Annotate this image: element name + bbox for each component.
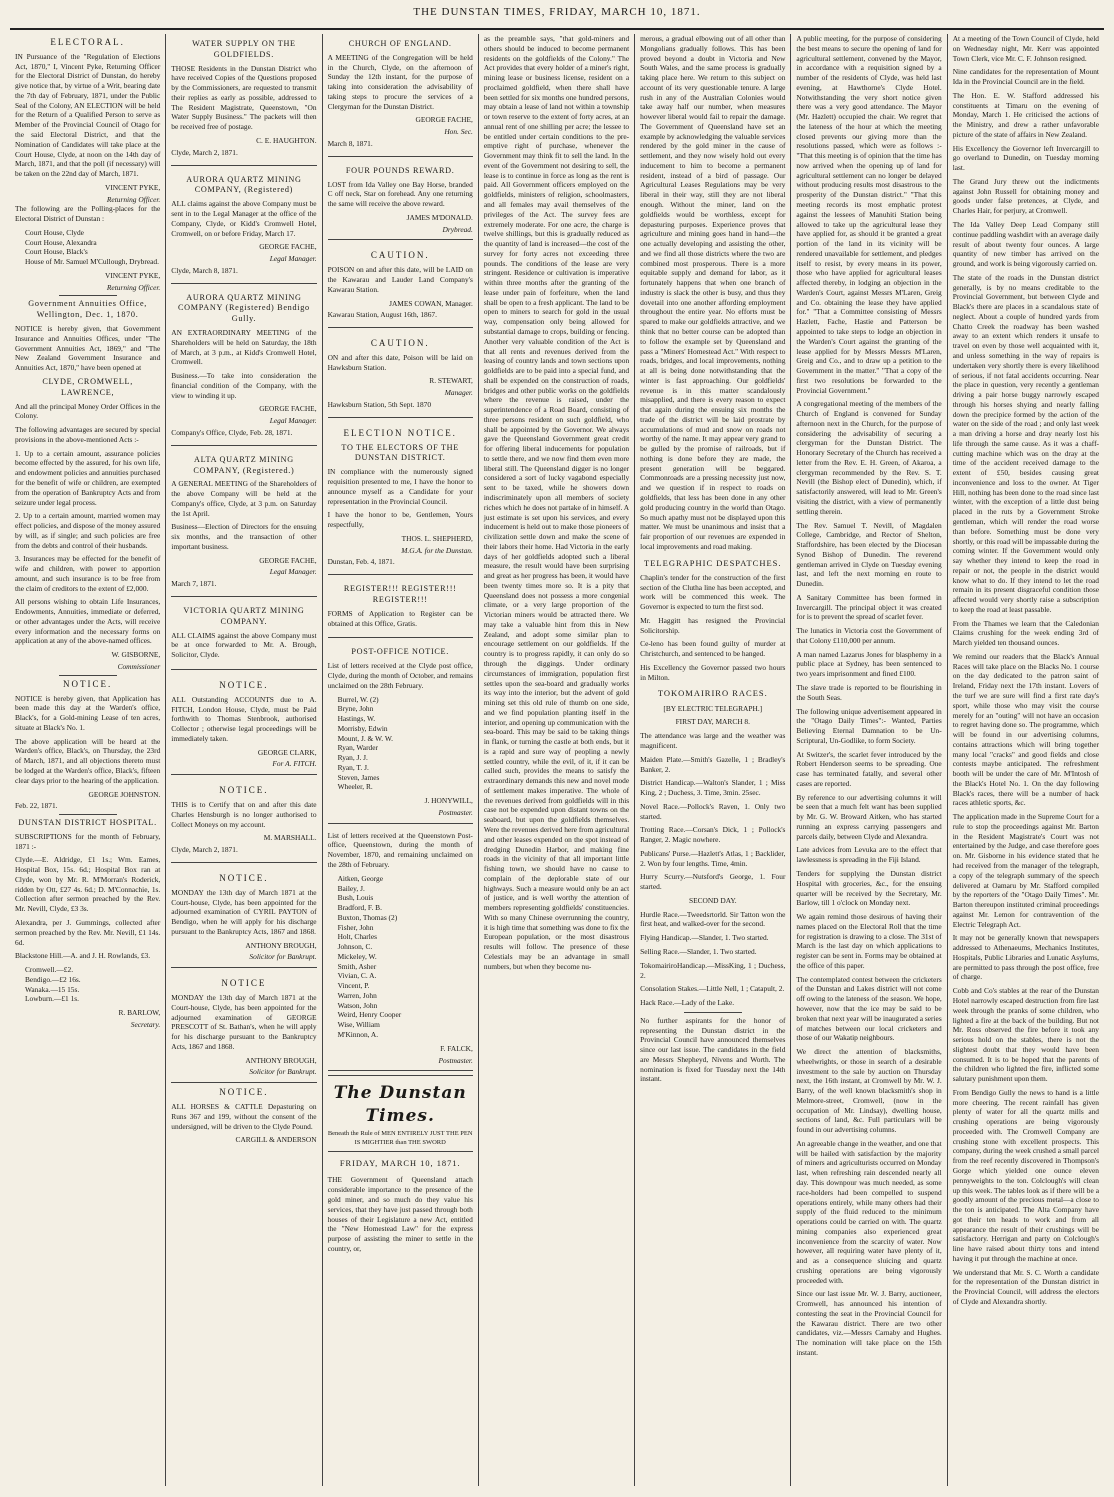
letter-name: Ryan, J. J. — [337, 753, 368, 763]
letter-name: Bailey, J. — [337, 883, 365, 893]
gisborne-title: Commissioner — [117, 662, 161, 671]
local-news-item: The state of the roads in the Dunstan district generally, is by no means creditable to the Provincial Government, but between Clyde and Black's there are places in a scandalous state of neglect. About a couple of hundred yards from Chatto Creek the roadway has been washed away to an extent which renders it unsafe to travel on even by those well acquainted with it, and unless something in the way of repairs is undertaken very shortly there is every likelihood of serious, if not fatal accidents occurring. Near the place in question, very recently a gentleman driving a pair horse buggy narrowly escaped through his horses shying and nearly falling down the precipice formed by the action of the water on the side of the road ; and only last week a man driving a horse and dray nearly lost his life through the same cause. As it was a chaff-cutting machine which was on the dray at the time of the accident received damage to the extent of £50, besides causing great inconvenience and loss to the owner. At Tiger Hill, nothing has been done to the road since last winter, with the exception of a little dust being placed in the ruts by a Government Stroke gentleman, which will render the road worse than before. Something must be done very shortly, or this road will be impassable during the coming winter. If the Government would only say whether they intend to keep the road in repair or not, the people in the district would know what to do. If they intend to let the road remain in its present disgraceful condition those affected would very shortly raise a subscription to keep the road at least passable. — [952, 272, 1099, 614]
post-office-letters — [338, 695, 473, 793]
election-date: Dunstan, Feb. 4, 1871. — [327, 557, 395, 567]
cattle-notice-heading: NOTICE. — [219, 1087, 269, 1098]
hospital-intro: SUBSCRIPTIONS for the month of February, 1871 :- — [15, 831, 161, 851]
letter-name: Bryne, John — [337, 704, 374, 714]
letter-name: Bradford, F. B. — [337, 903, 382, 913]
race-result: Selling Race.—Slander, 1. Two started. — [640, 946, 757, 956]
hospital-item: Wanaka.—15 15s. — [25, 984, 80, 994]
election-subheading: TO THE ELECTORS OF THE DUNSTAN DISTRICT. — [341, 442, 459, 463]
race-result: Consolation Stakes.—Little Nell, 1 ; Catapult, 2. — [640, 984, 785, 994]
alta-signature: GEORGE FACHE, — [259, 555, 317, 565]
race-result: District Handicap.—Walton's Slander, 1 ; Miss King, 2 ; Duchess, 3. Time, 3min. 25sec. — [640, 778, 786, 798]
victoria-ad — [171, 601, 316, 670]
marshall-notice-date: Clyde, March 2, 1871. — [171, 845, 238, 855]
column-1 — [10, 34, 166, 1486]
telegraphic-item: Mr. Haggitt has resigned the Provincial Solicitorship. — [640, 615, 786, 635]
race-result: The attendance was large and the weather was magnificent. — [640, 731, 786, 750]
queenstown-post-signature: F. FALCK, — [440, 1043, 473, 1053]
caution-kawarau — [328, 244, 473, 328]
polling-signature-title: Returning Officer. — [106, 282, 161, 292]
aurora-meeting-body: AN EXTRAORDINARY MEETING of the Shareholders will be held on Saturday, the 18th of March, at 3 p.m., at Kidd's Cromwell Hotel, Cromwell. — [171, 328, 317, 367]
column-5 — [635, 34, 791, 1486]
advantages-intro: The following advantages are secured by special provisions in the above-mentioned Acts :- — [15, 425, 161, 444]
letter-name: Johnson, C. — [337, 942, 373, 952]
local-news-item: At a meeting of the Town Council of Clyde, held on Wednesday night, Mr. Kerr was appointed Town Clerk, vice Mr. C. F. Johnson resigned. — [952, 34, 1099, 63]
aurora-title: AURORA QUARTZ MINING COMPANY, (Registered) — [186, 174, 302, 195]
prescott-notice-signature-title: Solicitor for Bankrupt. — [249, 1067, 317, 1077]
top-rule — [10, 28, 1104, 30]
editorial-continued: as the preamble says, "that gold-miners and others should be induced to become permanent residents on the goldfields of the Colony." The Act provides that every holder of a miner's right, mining lease or business license, resident on a proclaimed goldfield, when there shall have been settled for six months one hundred persons, may obtain a lease of land not within a township or town reserve to the extent of forty acres, at an annual rent of one shilling per acre; the lessee to be entitled under certain conditions to the pre-emptive right of purchase, whenever the Government may think fit to sell the land. In the event of the Government not desiring to sell, the lease is to continue in force as long as the rent is paid. All Government officers employed on the goldfields, ministers of religion, schoolmasters, and all females may avail themselves of the privileges of the Act. The survey fees are extremely moderate. For one acre, the charge is twelve shillings, but this is gradually reduced as the quantity of land is increased—the cost of the survey for forty acres not exceeding three pounds. The conditions of the lease are very stringent. Residence or cultivation is imperative within three months after the granting of the lease under pain of forfeiture, when the land shall be open to a fresh applicant. The land to be open to miners to search for gold in the usual way, compensation only being allowed for substantial damage to crops, building or fencing. Another very valuable condition of the Act is that all rents and revenues derived from the leasing of country lands and town sections upon goldfields are to be paid into a special fund, and shall be expended on the construction of roads, bridges and other public works on the goldfields where the revenue is raised, under the superintendence of a Road Board, consisting of three persons resident on such goldfield, who shall be appointed by the Governor. We always gave the Queensland Government great credit for offering liberal inducements for population to settle there, and we now find them even more liberal still. The Queensland digger is no longer considered a sort of lucky vagabond especially sent to be taxed, while he showers down indiscriminately upon all members of society riches which he does not partake of in himself. A just estimate is set upon his services, and every inducement is held out to make those pioneers of civilization settle down and make the scene of their labors their home. Had Victoria in the early days of her goldfields adopted such a liberal measure, the result would have been surprising and great as her progress has been, it would have been twenty times more so. It is a pity that Queensland does not possess a more congenial climate, or a very large proportion of the Victorian miners would be attracted there. We may take a valuable hint from this in New Zealand, and adopt some similar plan to encourage settlement on our goldfields. If the country is to progress rapidly, it can only do so through the diggings. Under ordinary circumstances of immigration, population first settles upon the sea-board and gradually works its way into the interior, but the advent of gold mining set this old rule of thumb on one side, and we find population planting itself in the interior, and opening up communication with the sea-board. This may be said to be taking things in flank, or turning the castle at both ends, but it is a rapid and sure way of peopling a newly settled country, while the evil, of it, if it can be called such, provides the means to satisfy the extraordinary demands this new and novel mode of settlement makes imperative. The whole of the revenues derived from goldfields will in this case not be expended upon distant towns on the seaboard, but upon the goldfields themselves. Were the revenues derived here from agricultural and other leases expended on the spot instead of dredging Dunedin Harbor, and making fine roads in the vicinity of that all important little fishing town, we should have no cause to complain of the deplorable state of our highways. Such a measure would only be an act of justice, and is well worthy the attention of members representing goldfields' constituencies. With so many Chinese overrunning the country, it is high time that something was done to fix the European population, or the most disastrous results will follow. The presence of these Celestials may be an advantage in small numbers, but when they become nu- — [483, 34, 630, 971]
polling-intro: The following are the Polling-places for the Electoral District of Dunstan : — [15, 204, 161, 224]
water-supply-signature: C. E. HAUGHTON. — [256, 136, 317, 146]
church-body: A MEETING of the Congregation will be held in the Church, Clyde, on the afternoon of Sunday the 12th instant, for the purpose of taking into consideration the advisability of taking steps to procure the services of a Clergyman for the Dunstan District. — [327, 52, 473, 111]
letter-name: Aitken, George — [337, 873, 383, 883]
letter-name: Ryan, Warder — [337, 743, 378, 753]
election-signature: THOS. L. SHEPHERD, — [401, 533, 473, 543]
water-supply-title: WATER SUPPLY ON THE GOLDFIELDS. — [192, 39, 296, 59]
local-news-item: A public meeting, for the purpose of considering the best means to secure the opening of land for agricultural settlement, convened by the Mayor, in accordance with a requisition signed by a number of the residents of Clyde, was held last evening, at Hawthorne's Clyde Hotel. Notwithstanding the very short notice given there was a very good attendance. The Mayor (Mr. Hazlett) occupied the chair. We regret that the lateness of the hour at which the meeting closed prevents our giving more than the resolutions passed, which were as follows :- "That this meeting is of opinion that the time has now arrived when the opening up of land for agricultural settlement can no longer be delayed without producing results most disastrous to the prosperity of the Dunstan district." "That this meeting records its most emphatic protest against the lessees of Manuhiti Station being allowed to take up the agricultural lease they have applied for, as should it be granted a great portion of the land in its vicinity will be rendered unavailable for settlement, and pledges itself to resist, by every means in its power, those who have applied for agricultural leases affected thereby, in lodging an objection in the Warden's Court, against Messrs M'Laren, Greig and Co. obtaining the lease they have applied for." "That a Committee consisting of Messrs Hazlett, Fache, Hastie and Patterson be appointed to take steps to lodge an objection in the Warden's Court against the granting of the lease applied for by Messrs Messrs M'Laren, Greig and Co., and to draw up a petition to the Government in the matter." "That a copy of the first two resolutions be forwarded to the Provincial Government." — [796, 34, 942, 395]
marshall-notice — [171, 779, 316, 863]
annuities-heading: Government Annuities Office, Wellington, Dec. 1, 1870. — [28, 299, 148, 320]
water-supply-ad — [171, 34, 316, 166]
race-result: Maiden Plate.—Smith's Gazelle, 1 ; Bradley's Banker, 2. — [640, 754, 786, 774]
johnston-date: Feb. 22, 1871. — [15, 801, 58, 811]
first-day-heading: FIRST DAY, MARCH 8. — [675, 717, 750, 727]
fitch-notice-signature: GEORGE CLARK, — [257, 747, 317, 757]
aurora-meeting-signature: GEORGE FACHE, — [259, 404, 317, 414]
hospital-item: Lowburn.—£1 1s. — [25, 994, 79, 1004]
telegraphic-item: His Excellency the Governor passed two hours in Milton. — [640, 662, 786, 682]
polling-place: House of Mr. Samuel M'Cullough, Drybread. — [25, 257, 159, 267]
polling-place: Court House, Black's — [25, 247, 88, 257]
aurora-ad — [171, 170, 316, 284]
local-news-item: The Grand Jury threw out the indictments against John Russell for obtaining money and goods under false pretences, at Clyde, and Charles Hair, for perjury, at Cromwell. — [952, 176, 1099, 216]
aurora-meeting-business: Business.—To take into consideration the financial condition of the Company, with the view to winding it up. — [171, 371, 317, 400]
letter-name: Hastings, W. — [337, 714, 376, 724]
payton-notice-body: MONDAY the 13th day of March 1871 at the Court-house, Clyde, has been appointed for the adjourned examination of CYRIL PAYTON of Bendigo, when he will apply for his discharge pursuant to the Bankruptcy Acts, 1867 and 1868. — [171, 887, 317, 936]
second-day-heading: SECOND DAY. — [688, 895, 737, 905]
church-ad — [328, 34, 473, 157]
local-news-item: The lunatics in Victoria cost the Government of that Colony £110,000 per annum. — [796, 626, 942, 645]
race-result: Hurry Scurry.—Nutsford's George, 1. Four started. — [640, 872, 786, 892]
local-news-item: A congregational meeting of the members of the Church of England is convened for Sunday afternoon next in the Church, for the purpose of considering the advisability of securing a clergyman for the Dunstan District. The Honorary Secretary of the Church has received a letter from the Rev. E. H. Green, of Akaroa, a clergyman recommended by the Rev. S. T. Nevill (the Bishop elect of Dunedin), which, if satisfactorily answered, will lead to Mr. Green's visiting the district, with a view of permanently settling therein. — [796, 399, 942, 516]
letter-name: Mickeley, W. — [337, 951, 377, 961]
issue-dateline: FRIDAY, MARCH 10, 1871. — [339, 1159, 461, 1169]
payton-notice-signature: ANTHONY BROUGH, — [245, 940, 317, 950]
post-office-notice — [328, 642, 473, 823]
payton-notice — [171, 867, 316, 968]
telegraphic-item: Chaplin's tender for the construction of the first section of the Clutha line has been accepted, and work will be commenced this week. The Governor is expected to turn the first sod. — [640, 572, 786, 612]
alta-ad — [171, 450, 316, 597]
gold-lease-hearing: The above application will be heard at the Warden's office, Black's, on Thursday, the 23rd of March, 1871, and all objections thereto must be lodged at the Warden's office, Black's, fifteen clear days prior to the hearing of the application. — [15, 736, 161, 785]
caution-hawksburn — [328, 332, 473, 418]
hospital-blackstone: Blackstone Hill.—A. and J. H. Rowlands, £3. — [15, 951, 151, 961]
divider — [59, 814, 117, 815]
alta-title: ALTA QUARTZ MINING COMPANY, (Registered.) — [193, 454, 295, 475]
aurora-meeting-title: AURORA QUARTZ MINING COMPANY (Registered) Bendigo Gully. — [178, 292, 310, 324]
letter-name: Burrel, W. (2) — [337, 694, 379, 704]
election-signature-title: M.G.A. for the Dunstan. — [401, 545, 473, 555]
marshall-notice-heading: NOTICE. — [219, 785, 269, 796]
reward-signature-place: Drybread. — [442, 224, 473, 234]
local-news-item: An agreeable change in the weather, and one that will be hailed with satisfaction by the majority of miners and agriculturists occurred on Monday last, when refreshing rain descended nearly all day. This downpour was much needed, as some race-holders had been compelled to suspend operations entirely, while many others had their supply of the fluid reduced to the minimum operations could be carried on with. The quartz mining companies also experienced great inconvenience from the scarcity of water. Now however, all requiring water have plenty of it, and as a consequence sluicing and quartz crushing operations are being vigorously proceeded with. — [796, 1138, 942, 1285]
cattle-notice-body: ALL HORSES & CATTLE Depasturing on Runs 367 and 199, without the consent of the undersigned, will be driven to the Clyde Pound. — [171, 1102, 317, 1131]
fitch-notice — [171, 674, 316, 775]
caution-hawksburn-body: ON and after this date, Poison will be laid on Hawksburn Station. — [327, 352, 473, 372]
race-result: Novel Race.—Pollock's Raven, 1. Only two started. — [640, 801, 786, 821]
advantage-1: 1. Up to a certain amount, assurance policies become effected by the assured, for his own life, and endowment policies and annuities purchased for the benefit of wife or children, are exempted from the operation of Bankruptcy Acts and from seizure under legal process. — [15, 448, 161, 507]
post-office-heading: POST-OFFICE NOTICE. — [351, 647, 450, 657]
prescott-notice-heading: NOTICE — [221, 978, 267, 989]
polling-place: Court House, Alexandra — [25, 237, 97, 247]
letter-name: M'Kinnon, A. — [337, 1030, 379, 1040]
election-heading: ELECTION NOTICE. — [343, 427, 457, 438]
post-office-intro: List of letters received at the Clyde post office, Clyde, during the month of October, and remains unclaimed on the 28th February. — [327, 661, 473, 690]
local-news-item: The contemplated contest between the cricketers of the Dunstan and Lakes district will not come off owing to the lateness of the season. We hope, however, now that the ice may be said to be broken that next year will be inaugurated a series of matches between our local cricketers and those of our Wakatip neighbours. — [796, 974, 942, 1043]
victoria-body: ALL CLAIMS against the above Company must be at once forwarded to Mr. A. Brough, Solicitor, Clyde. — [171, 630, 317, 660]
alta-body: A GENERAL MEETING of the Shareholders of the above Company will be held at the Company's office, Clyde, at 3 p.m. on Saturday the 1st April. — [171, 479, 317, 518]
cattle-notice — [171, 1087, 316, 1145]
payton-notice-signature-title: Solicitor for Bankrupt. — [249, 952, 317, 962]
queenstown-letters — [338, 874, 473, 1040]
local-news-item: Cobb and Co's stables at the rear of the Dunstan Hotel narrowly escaped destruction from fire last week through the pranks of some children, who lighted a fire at the back of the building. But not Mr. Ross observed the fire before it took any serious hold on the stables, there is not the slightest doubt that they would have been consumed. It is to be hoped that the parents of the children who lighted the fire, inflicted some salutary punishment upon them. — [952, 986, 1099, 1084]
race-result: Hack Race.—Lady of the Lake. — [640, 998, 735, 1008]
post-office-signature-title: Postmaster. — [438, 807, 473, 817]
masthead: THE DUNSTAN TIMES, FRIDAY, MARCH 10, 1871. — [413, 6, 701, 18]
reward-signature: JAMES M'DONALD. — [406, 212, 473, 222]
queenstown-post-intro: List of letters received at the Queenstown Post-office, Queenstown, during the month of November, 1870, and remaining unclaimed on the 28th of February. — [327, 830, 473, 869]
caution-hawksburn-date: Hawksburn Station, 5th Sept. 1870 — [327, 400, 432, 410]
page-columns — [10, 34, 1104, 1486]
local-news-item: The Ida Valley Deep Lead Company still continue paddling washdirt with an average daily result of about twenty four ounces. A large quantity of new timber has arrived on the ground, and work is being vigorously carried on. — [952, 220, 1099, 269]
letter-name: Vincent, P. — [337, 981, 370, 991]
caution-hawksburn-signature: R. STEWART, — [429, 376, 473, 386]
local-news-item: From Bendigo Gully the news to hand is a little more cheering. The recent rainfall has given plenty of water for all the quartz mills and crushing operations are being vigorously proceeded with. The Cromwell Company are crushing stone with excellent prospects. This company, during the week crushed a small parcel from the reef recently discovered in Thompson's Gorge which yielded one ounce eleven pennyweights to the ton. Colclough's will clean up this week. The tables look as if there will be a goodly amount of the precious metal—a close to the ton is anticipated. The Alta Company have got their ten heads to work and from all appearance the result of their crushings will be satisfactory. Herrigan and party on Colclough's line have raised about thirty tons and intend having it put through the machine at once. — [952, 1087, 1099, 1263]
reward-title: FOUR POUNDS REWARD. — [345, 165, 455, 175]
races-heading: TOKOMAIRIRO RACES. — [657, 688, 768, 699]
queenstown-post-notice — [328, 828, 473, 1072]
column-6 — [791, 34, 947, 1486]
fitch-notice-signature-title: For A. FITCH. — [272, 759, 317, 769]
fitch-notice-heading: NOTICE. — [219, 679, 269, 690]
church-signature-title: Hon. Sec. — [444, 127, 473, 137]
aurora-signature: GEORGE FACHE, — [259, 242, 317, 252]
prescott-notice-signature: ANTHONY BROUGH, — [245, 1055, 317, 1065]
race-result: Publicans' Purse.—Hazlett's Atlas, 1 ; Backlider, 2. Won by four lengths. Time, 4min. — [640, 848, 786, 868]
caution-hawksburn-heading: CAUTION. — [370, 338, 430, 349]
aurora-meeting-signature-title: Legal Manager. — [269, 416, 317, 426]
editorial-conclusion: merous, a gradual elbowing out of all other than Mongolians gradually follows. This has been proved beyond a doubt in Victoria and New South Wales, and the same process is gradually taking place here. We return to this subject on account of its very questionable tenure. A large rush in any of the Australian Colonies would take away half our number, when measures however liberal would fail to repair the damage. The Government of Queensland have set an example by acknowledging the valuable services rendered by the gold miner in the cause of settlement, and they now wisely hold out every inducement to him to become a permanent resident, instead of a bird of passage. Our Agricultural Leases Regulations may be very liberal in their way, still they are not liberal enough. Without the miner, land on the goldfields would be worthless, except for depasturing purposes. Experience proves that agriculture and mining goes hand in hand—the one actually developing and assisting the other, and we find all those districts where the two are combined most prosperous. There is a more equitable supply and demand for labor, as it fortunately happens that when one branch of industry is slack the other is busy, and thus they dovetail into one another affording employment throughout the entire year. No efforts must be spared to make our goldfields attractive, and we think that no better course can be adopted than to follow the example set by Queensland and pass a "Miners' Homestead Act." With respect to roads, bridges, and local improvements, nothing at all is being done notwithstanding that the winter is fast approaching. Our goldfields' revenue is in this matter scandalously misapplied, and there is every reason to expect that again during the ensuing six months the trade of the district will be laid prostrate by accumulations of mud and snow on roads not worthy of the name. It may appear very grand to be gulled by the promise of railroads, but if nothing is done before they are made, the present generation will be beggared. Commonroads are a pressing necessity just now, and we question if in respect to roads on goldfields, that less has been done in any other gold producing country in the world than Otago. So much apathy must not be displayed upon this matter. We must be unanimous and insist that a fair proportion of our revenues are expended in local improvements and road making. — [640, 34, 786, 551]
post-office-signature: J. HONYWILL, — [424, 796, 473, 806]
local-news-item: Nine candidates for the representation of Mount Ida in the Provincial Council are in the field. — [952, 67, 1099, 87]
aurora-signature-title: Legal Manager. — [269, 254, 317, 264]
prescott-notice — [171, 972, 316, 1083]
election-closing: I have the honor to be, Gentlemen, Yours respectfully, — [327, 510, 473, 530]
local-news-item: His Excellency the Governor left Invercargill to go overland to Dunedin, on Tuesday morning last. — [952, 143, 1099, 173]
local-news-item: The Hon. E. W. Stafford addressed his constituents at Timaru on the evening of Monday, March 1. He criticised the actions of the Ministry, and drew a rather unfavorable picture of the state of affairs in New Zealand. — [952, 90, 1099, 139]
church-date: March 8, 1871. — [327, 138, 373, 148]
caution-kawarau-signature: JAMES COWAN, Manager. — [389, 298, 473, 308]
marshall-notice-signature: M. MARSHALL. — [263, 833, 317, 843]
annuities-places: CLYDE, CROMWELL, LAWRENCE, — [42, 376, 133, 397]
local-news-item: We direct the attention of blacksmiths, wheelwrights, or those in search of a desirable investment to the sale by auction on Thursday next, the 16th instant, at Cromwell by Mr. W. J. Barry, of the well known blacksmith's shop in Melmore-street, Cromwell, (now in the occupation of Mr. Lindsay), dwelling house, sections of land, &c. Full particulars will be found in our advertising columns. — [796, 1047, 942, 1135]
fitch-notice-body: ALL Outstanding ACCOUNTS due to A. FITCH, London House, Clyde, must be Paid forthwith to Thomas Stenbrook, authorised Collector ; otherwise legal proceedings will be immediately taken. — [171, 694, 317, 743]
letter-name: Watson, John — [337, 1000, 378, 1010]
local-news-item: No further aspirants for the honor of representing the Dunstan district in the Provincial Council have announced themselves since our last issue. The candidates in the field are Messrs Shepheyd, Nivens and Worth. The nomination is fixed for Tuesday next the 14th instant. — [640, 1015, 786, 1084]
divider — [59, 675, 117, 676]
polling-places-list — [25, 228, 160, 267]
barlow-signature: R. BARLOW, — [118, 1008, 161, 1018]
local-news-item: We understand that Mr. S. C. Worth a candidate for the representation of the Dunstan district in the Provincial Council, will address the electors of Clyde and Alexandra shortly. — [952, 1267, 1099, 1306]
telegraphic-item: Ce-leno has been found guilty of murder at Christchurch, and sentenced to be hanged. — [640, 639, 786, 659]
editorial-opening: THE Government of Queensland attach considerable importance to the presence of the gold miner, and so much do they value his services, that they have just passed through both houses of their Legislature a new Act, entitled the "New Homestead Law" for the express purpose of assisting the miner to settle in the country, or, — [327, 1175, 473, 1253]
nameplate-title: The Dunstan Times. — [333, 1083, 467, 1126]
local-news-item: By reference to our advertising columns it will be seen that a much felt want has been supplied by Mr. G. W. Broward Aitken, who has started running an express carrying passengers and parcels daily, between Clyde and Alexandra. — [796, 792, 942, 841]
annuities-notice: NOTICE is hereby given, that Government Insurance and Annuities Offices, under "The Government Annuities Act, 1869," and "The New Zealand Government Insurance and Annuities Act, 1870," have been opened at — [15, 324, 161, 373]
church-signature: GEORGE FACHE, — [415, 115, 473, 125]
letter-name: Warren, John — [337, 990, 377, 1000]
register-body: FORMS of Application to Register can be obtained at this Office, Gratis. — [327, 608, 473, 628]
johnston-signature: GEORGE JOHNSTON. — [88, 789, 161, 799]
divider — [59, 295, 117, 296]
local-news-item: The Rev. Samuel T. Nevill, of Magdalen College, Cambridge, and Rector of Shelton, Staffordshire, has been elected by the Diocesan Synod Bishop of Dunedin. The reverend gentleman arrived in Clyde on Tuesday evening last, and left the next morning en route to Dunedin. — [796, 520, 942, 589]
polling-signature: VINCENT PYKE, — [104, 270, 161, 280]
polling-place: Court House, Clyde — [25, 227, 84, 237]
aurora-date: Clyde, March 8, 1871. — [171, 265, 238, 275]
water-supply-date: Clyde, March 2, 1871. — [171, 147, 238, 157]
letter-name: Weird, Henry Cooper — [337, 1010, 402, 1020]
queenstown-post-signature-title: Postmaster. — [438, 1055, 473, 1065]
electoral-signature-title: Returning Officer. — [106, 194, 161, 204]
notice-heading: NOTICE. — [63, 678, 113, 689]
local-news-item: A man named Lazarus Jones for blasphemy in a public place at Sydney, has been sentenced to two years imprisonment and fined £100. — [796, 649, 942, 679]
race-result: TokomairiroHandicap.—MissKing, 1 ; Duchess, 2. — [640, 960, 786, 980]
electoral-heading: ELECTORAL. — [50, 37, 125, 47]
hospital-item: Bendigo.—£2 16s. — [25, 974, 81, 984]
letter-name: Holt, Charles — [337, 932, 377, 942]
annuities-tail: And all the principal Money Order Offices in the Colony. — [15, 401, 161, 421]
alta-business: Business—Election of Directors for the ensuing six months, and the transaction of other important business. — [171, 522, 317, 551]
hospital-clyde: Clyde.—E. Aldridge, £1 1s.; Wm. Eames, Hospital Box, 15s. 6d.; Hospital Box ran at Clyde, won by Mr. R. M'Morran's Roderick, ridden by Ott, £27 4s. 6d.; D. M'Connachie, 1s. Collection after sermon preached by the Rev. Mr. Nevill, Clyde, £3 3s. — [15, 855, 161, 914]
register-ad — [328, 579, 473, 638]
local-news-item: Since our last issue Mr. W. J. Barry, auctioneer, Cromwell, has announced his intention of contesting the seat in the Provincial Council for the Kawarau district. There are two other candidates, viz.—Messrs Carnaby and Hughes. The nomination will take place on the 15th instant. — [796, 1289, 942, 1357]
letter-name: Wise, William — [337, 1020, 380, 1030]
prescott-notice-body: MONDAY the 13th day of March 1871 at the Court-house, Clyde, has been appointed for the adjourned examination of GEORGE PRESCOTT of St. Bathan's, when he will apply for his discharge pursuant to the Bankruptcy Acts, 1867 and 1868. — [171, 993, 317, 1051]
local-news-item: The slave trade is reported to be flourishing in the South Seas. — [796, 683, 942, 702]
letter-name: Morrisby, Edwin — [337, 723, 388, 733]
column-7 — [948, 34, 1104, 1486]
telegraphic-heading: TELEGRAPHIC DESPATCHES. — [644, 557, 782, 568]
hospital-item: Cromwell.—£2. — [25, 965, 74, 975]
electoral-notice: IN Pursuance of the "Regulation of Elections Act, 1870," I, Vincent Pyke, Returning Officer for the Electoral District of Dunstan, do hereby give notice that, by virtue of a Writ, bearing date the 7th day of February, 1871, under the Public Seal of the Colony, AN ELECTION will be held for the Return of a Qualified Person to serve as Member of the Provincial Council of Otago for the said Electoral District, and that the Nomination of Candidates will take place at the Court House, Clyde, at noon on the 14th day of March, 1871, and that the poll (if necessary) will be taken on the 22nd day of March, 1871. — [15, 51, 161, 179]
aurora-meeting-ad — [171, 288, 316, 446]
hospital-alexandra: Alexandra, per J. Gummings, collected after sermon preached by the Rev. Mr. Nevill, £1 14s. 6d. — [15, 918, 161, 947]
column-4 — [479, 34, 635, 1486]
caution-hawksburn-signature-title: Manager. — [444, 388, 473, 398]
letter-name: Buxton, Thomas (2) — [337, 912, 398, 922]
water-supply-body: THOSE Residents in the Dunstan District who have received Copies of the Questions proposed by the Commissioners, are requested to transmit their replies as early as possible, addressed to The Resident Magistrate, Queenstown, "On Water Supply Business." The packets will then be received free of postage. — [171, 63, 317, 132]
letter-name: Fisher, John — [337, 922, 374, 932]
election-notice — [328, 422, 473, 575]
victoria-title: VICTORIA QUARTZ MINING COMPANY. — [183, 606, 305, 626]
race-result: Hurdle Race.—Tweedsrtorld. Sir Tatton won the first heat, and walked-over for the second. — [640, 909, 786, 929]
race-result: Trotting Race.—Corsan's Dick, 1 ; Pollock's Ranger, 2. Magic nowhere. — [640, 825, 786, 845]
letter-name: Vivian, C. A. — [337, 971, 377, 981]
race-result: Flying Handicap.—Slander, 1. Two started. — [640, 933, 769, 943]
alta-date: March 7, 1871. — [171, 579, 217, 589]
advantage-2: 2. Up to a certain amount, married women may effect policies, and dispose of the money assured by will, as if single; and such policies are free from the debts and control of their husbands. — [15, 511, 161, 550]
gold-lease-notice: NOTICE is hereby given, that Application has been made this day at the Warden's office, Black's, for a Gold-mining Lease of ten acres, situate at Black's No. 1. — [15, 693, 161, 732]
alta-signature-title: Legal Manager. — [269, 567, 317, 577]
letter-name: Smith, Asher — [337, 961, 377, 971]
gisborne-signature: W. GISBORNE, — [111, 650, 161, 660]
local-news-item: A Sanitary Committee has been formed in Invercargill. The principal object it was created for is to prevent the spread of scarlet fever. — [796, 592, 942, 622]
barlow-title: Secretary. — [130, 1019, 161, 1029]
letter-name: Ryan, T. J. — [337, 762, 369, 772]
reward-ad — [328, 161, 473, 241]
divider — [684, 1012, 742, 1013]
aurora-body: ALL claims against the above Company must be sent in to the Legal Manager at the office of the Company, Clyde, or Kidd's Cromwell Hotel, Cromwell, on or before Friday, March 17. — [171, 199, 317, 238]
local-news-item: Late advices from Levuka are to the effect that lawlessness is spreading in the Fiji Island. — [796, 845, 942, 865]
advantages-tail: All persons wishing to obtain Life Insurances, Endowments, Annuities, immediate or deferred, or other advantages under the Acts, will receive every information and the necessary forms on application at any of the above-named offices. — [15, 597, 161, 646]
local-news-item: The following unique advertisement appeared in the "Otago Daily Times":- Wanted, Parties Believing Eternal Damnation to be Un-Scriptural, Un-Godlike, to form Society. — [796, 706, 942, 745]
church-title: CHURCH OF ENGLAND. — [348, 39, 452, 48]
races-subheading: [BY ELECTRIC TELEGRAPH.] — [663, 703, 763, 713]
electoral-signature: VINCENT PYKE, — [104, 182, 161, 192]
caution-kawarau-date: Kawarau Station, August 16th, 1867. — [327, 310, 437, 320]
advantage-3: 3. Insurances may be effected for the benefit of wife and children, with power to apportion amount, and such insurance is to be free from the claim of creditors to the extent of £2,000. — [15, 554, 161, 593]
local-news-item: Tenders for supplying the Dunstan district Hospital with groceries, &c., for the ensuing quarter will be received by the Secretary, Mr. Barlow, till 1 o'clock on Monday next. — [796, 869, 942, 908]
local-news-item: It may not be generally known that newspapers addressed to Athenaeums, Mechanics Institutes, Hospitals, Public Libraries and Lunatic Asylums, are permitted to pass through the post office, free of charge. — [952, 933, 1099, 982]
nameplate-motto: Beneath the Rule of MEN ENTIRELY JUST THE PEN IS MIGHTIER than THE SWORD — [327, 1130, 473, 1146]
local-news-item: At Switzer's, the scarlet fever introduced by the Robert Henderson seems to be spreading. One case has terminated fatally, and several other cases are reported. — [796, 749, 942, 788]
letter-name: Bush, Louis — [337, 893, 374, 903]
caution-kawarau-body: POISON on and after this date, will be LAID on the Kawarau and Lauder Land Company's Kawarau Station. — [327, 265, 473, 294]
letter-name: Wheeler, R. — [337, 782, 373, 792]
register-heading: REGISTER!!! REGISTER!!! REGISTER!!! — [343, 584, 457, 605]
local-news-item: The application made in the Supreme Court for a rule to stop the proceedings against Mr. Barton in the Resident Magistrate's Court was not entertained by the Judge, and case therefore goes on. Mr. Gisborne in his evidence stated that he had received from the manager of the telegraph, a copy of the telegraph summary of the speech delivered at Oamaru by Mr. Stafford compiled by the reporters of the "Otago Daily Times". Mr. Barton thereupon instituted criminal proceedings against Mr. Lemon for contravention of the Electric Telegraph Act. — [952, 812, 1099, 929]
election-body: IN compliance with the numerously signed requisition presented to me, I have the honor to announce myself as a Candidate for your representation in the Provincial Council. — [327, 467, 473, 506]
newspaper-nameplate — [328, 1075, 473, 1152]
reward-body: LOST from Ida Valley one Bay Horse, branded C off neck, Star on forehead. Any one returning the same will receive the above reward. — [327, 179, 473, 209]
local-news-item: We remind our readers that the Black's Annual Races will take place on the Blacks No. 1 course on the day dedicated to the patron saint of Ireland, Friday next the 17th instant. Lovers of the turf we are sure will find a first rate day's sport, while those who may visit the course merely for an "outing" will not have an occasion to regret having done so. The programme, which will be found in our advertising columns, contains attractions which will bring together many local "cracks" and good fields and close contests maybe anticipated. The refreshment booth will be under the care of Mr. M'Intosh of the Black's Hotel No. 1. On the day following Black's races, there will be a number of hack races athletic sports, &c. — [952, 651, 1099, 808]
payton-notice-heading: NOTICE. — [219, 872, 269, 883]
marshall-notice-body: THIS is to Certify that on and after this date Charles Hensburgh is no longer authorised to Collect Moneys on my account. — [171, 800, 317, 829]
letter-name: Mount, J. & W. W. — [337, 733, 394, 743]
local-news-item: We again remind those desirous of having their names placed on the Electoral Roll that the time for registration is drawing to a close. The 31st of March is the last day on which applications to register can be sent in. Forms may be obtained at the office of this paper. — [796, 912, 942, 970]
column-3 — [323, 34, 479, 1486]
hospital-heading: DUNSTAN DISTRICT HOSPITAL. — [18, 818, 157, 828]
cattle-notice-signature: CARGILL & ANDERSON — [235, 1135, 317, 1145]
local-news-item: From the Thames we learn that the Caledonian Claims crushing for the week ending 3rd of March yielded ten thousand ounces. — [952, 618, 1099, 648]
caution-kawarau-heading: CAUTION. — [370, 250, 430, 261]
aurora-meeting-date: Company's Office, Clyde, Feb. 28, 1871. — [171, 427, 293, 437]
letter-name: Steven, James — [337, 772, 380, 782]
hospital-items — [25, 965, 160, 1004]
column-2 — [166, 34, 322, 1486]
